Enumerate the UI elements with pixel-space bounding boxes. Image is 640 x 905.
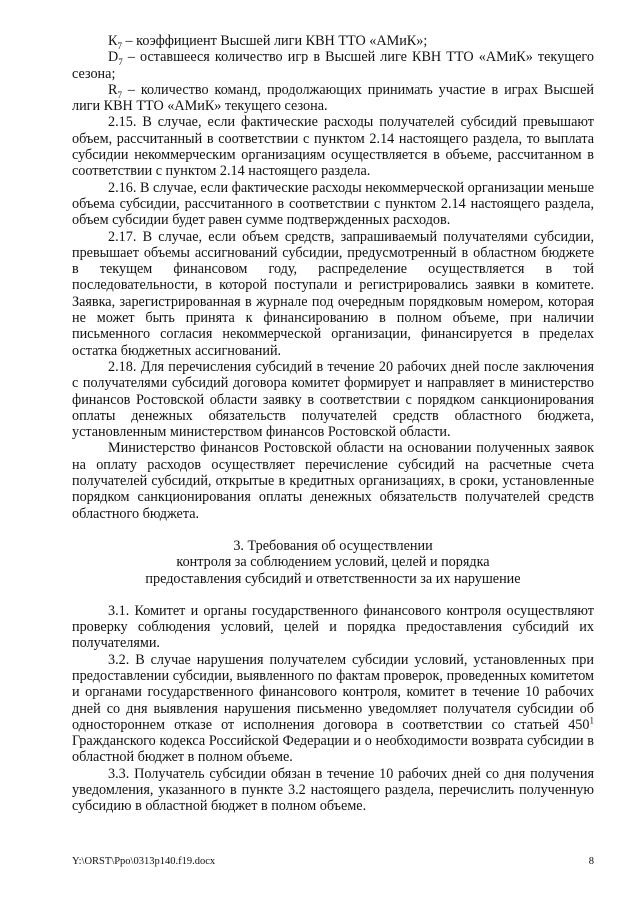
paragraph-r7 (72, 82, 594, 115)
subscript-7: 7 (118, 57, 123, 68)
subscript-7: 7 (117, 89, 122, 100)
paragraph-minfin: Министерство финансов Ростовской области на основании полученных заявок на оплату расходов осуществляет перечисление субсидий на расчетные счета получателей субсидий, открытые в кредитных организациях, в сроки, установленные порядком санкционирования оплаты денежных обязательств получателей средств областного бюджета. (72, 440, 594, 522)
spacer (72, 522, 594, 538)
superscript-1: 1 (589, 715, 594, 726)
paragraph-2-16: 2.16. В случае, если фактические расходы некоммерческой организации меньше объема субсидии, рассчитанного в соответствии с пунктом 2.14 настоящего раздела, объем субсидии будет равен сумме подтвержденных расходов. (72, 179, 594, 229)
file-path: Y:\ORST\Ppo\0313p140.f19.docx (72, 856, 216, 867)
paragraph-2-17: 2.17. В случае, если объем средств, запрашиваемый получателями субсидии, превышает объемы ассигнований субсидии, предусмотренный в областном бюджете в текущем финансовом году, распределение осуществляется в той последовательности, в которой поступали и регистрировались заявки в комитете. Заявка, зарегистрированная в журнале под очередным порядковым номером, которая не может быть принята к финансированию в полном объеме, при наличии письменного согласия некоммерческой организации, финансируется в пределах остатка бюджетных ассигнований. (72, 228, 594, 359)
symbol-k: К (108, 33, 118, 49)
paragraph-d7 (72, 49, 594, 82)
symbol-r: R (108, 81, 118, 98)
heading-line-2: контроля за соблюдением условий, целей и порядка (176, 554, 490, 571)
section-3-heading (72, 538, 594, 587)
spacer (72, 587, 594, 603)
paragraph-k7-text: – коэффициент Высшей лиги КВН ТТО «АМиК»; (121, 33, 428, 49)
document-body (72, 33, 594, 815)
paragraph-r7-text: – количество команд, продолжающих принимать участие в играх Высшей лиги КВН ТТО «АМиК» текущего сезона. (72, 81, 594, 115)
paragraph-2-18: 2.18. Для перечисления субсидий в течение 20 рабочих дней после заключения с получателями субсидий договора комитет формирует и направляет в министерство финансов Ростовской области заявку в соответствии с порядком санкционирования оплаты денежных обязательств получателей средств областного бюджета, установленным министерством финансов Ростовской области. (72, 358, 594, 441)
paragraph-k7 (72, 33, 594, 49)
paragraph-2-15: 2.15. В случае, если фактические расходы получателей субсидий превышают объем, рассчитанный в соответствии с пунктом 2.14 настоящего раздела, то выплата субсидии некоммерческим организациям осуществляется в объеме, рассчитанном в соответствии с пунктом 2.14 настоящего раздела. (72, 114, 594, 180)
paragraph-3-2-text: 3.2. В случае нарушения получателем субсидии условий, установленных при предоставлении субсидии, выявленного по фактам проверок, проведенных комитетом и органами государственного финансового контроля, комитет в течение 10 рабочих дней со дня выявления нарушения письменно уведомляет получателя субсидии об одностороннем отказе от исполнения договора в соответствии со статьей 450 (72, 651, 594, 733)
subscript-7: 7 (117, 40, 122, 51)
paragraph-3-2 (72, 652, 594, 766)
paragraph-d7-text: – оставшееся количество игр в Высшей лиге КВН ТТО «АМиК» текущего сезона; (72, 49, 594, 82)
paragraph-3-1: 3.1. Комитет и органы государственного финансового контроля осуществляют проверку соблюдения условий, целей и порядка предоставления субсидий их получателями. (72, 602, 594, 652)
page-number: 8 (588, 856, 594, 867)
paragraph-3-2-text-end: Гражданского кодекса Российской Федерации и о необходимости возврата субсидии в областной бюджет в полном объеме. (72, 733, 594, 766)
heading-line-3: предоставления субсидий и ответственности за их нарушение (145, 570, 521, 587)
paragraph-3-3: 3.3. Получатель субсидии обязан в течение 10 рабочих дней со дня получения уведомления, указанного в пункте 3.2 настоящего раздела, перечислить полученную субсидию в областной бюджет в полном объеме. (72, 765, 594, 815)
heading-line-1: 3. Требования об осуществлении (233, 537, 433, 554)
symbol-d: D (108, 49, 119, 66)
